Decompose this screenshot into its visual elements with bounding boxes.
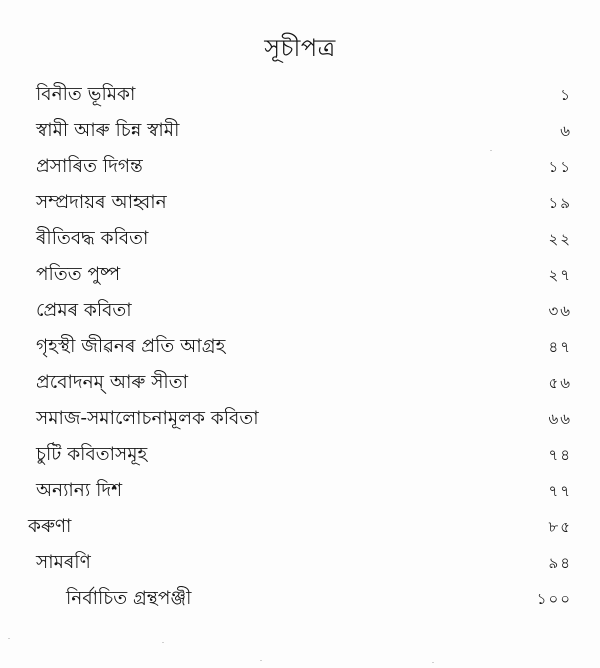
toc-entry-title: বিনীত ভূমিকা xyxy=(36,84,136,105)
toc-entry-title: প্ৰেমৰ কবিতা xyxy=(36,300,132,321)
toc-entry-title: সমাজ-সমালোচনামূলক কবিতা xyxy=(36,408,259,429)
toc-entry xyxy=(0,368,600,404)
toc-entry xyxy=(0,512,600,548)
toc-entry-title: গৃহস্থী জীৱনৰ প্ৰতি আগ্ৰহ xyxy=(36,336,226,357)
toc-entry-title: চুটি কবিতাসমূহ xyxy=(36,444,148,465)
toc-entry-page: ৭৪ xyxy=(548,446,572,464)
toc-entry xyxy=(0,404,600,440)
toc-entry xyxy=(0,584,600,620)
toc-entry-page: ৯৪ xyxy=(548,554,572,572)
toc-entry xyxy=(0,188,600,224)
scan-speck xyxy=(260,660,262,661)
scan-speck xyxy=(8,638,10,639)
toc-entry xyxy=(0,548,600,584)
toc-entry xyxy=(0,332,600,368)
toc-entry-title: কৰুণা xyxy=(28,516,72,537)
toc-entry-page: ৪৭ xyxy=(548,338,572,356)
toc-entry-page: ১১ xyxy=(548,158,572,176)
toc-entry-page: ৬ xyxy=(560,122,572,140)
toc-entry-title: সামৰণি xyxy=(36,552,91,573)
toc-entry-title: স্বামী আৰু চিন্ন স্বামী xyxy=(36,120,180,141)
toc-entry-page: ৬৬ xyxy=(548,410,572,428)
toc-entry-title: প্ৰসাৰিত দিগন্ত xyxy=(36,156,143,177)
toc-entry-page: ১৯ xyxy=(548,194,572,212)
toc-entry-title: প্ৰবোদনম্ আৰু সীতা xyxy=(36,372,188,393)
toc-entry xyxy=(0,80,600,116)
toc-entry xyxy=(0,224,600,260)
toc-entry xyxy=(0,152,600,188)
scan-speck xyxy=(432,662,434,663)
toc-entry-title: নিৰ্বাচিত গ্ৰন্থপঞ্জী xyxy=(66,588,192,609)
toc-entry-page: ৮৫ xyxy=(548,518,572,536)
scan-speck xyxy=(162,642,164,643)
toc-entry xyxy=(0,476,600,512)
toc-entry-title: সম্প্ৰদায়ৰ আহ্বান xyxy=(36,192,167,213)
toc-entry-page: ২৭ xyxy=(548,266,572,284)
toc-entry-page: ৩৬ xyxy=(548,302,572,320)
toc-entry xyxy=(0,116,600,152)
toc-entry xyxy=(0,296,600,332)
toc-entry-page: ১০০ xyxy=(536,590,572,608)
scan-speck xyxy=(490,150,492,151)
toc-entry-title: অন্যান্য দিশ xyxy=(36,480,123,501)
toc-entry xyxy=(0,440,600,476)
toc-entry-title: পতিত পুষ্প xyxy=(36,264,121,285)
toc-entry-page: ৭৭ xyxy=(548,482,572,500)
toc-entry xyxy=(0,260,600,296)
toc-entry-title: ৰীতিবদ্ধ কবিতা xyxy=(36,228,149,249)
toc-entry-page: ১ xyxy=(560,86,572,104)
page-title: সূচীপত্ৰ xyxy=(264,34,336,62)
toc-entry-page: ৫৬ xyxy=(548,374,572,392)
toc-entry-page: ২২ xyxy=(548,230,572,248)
